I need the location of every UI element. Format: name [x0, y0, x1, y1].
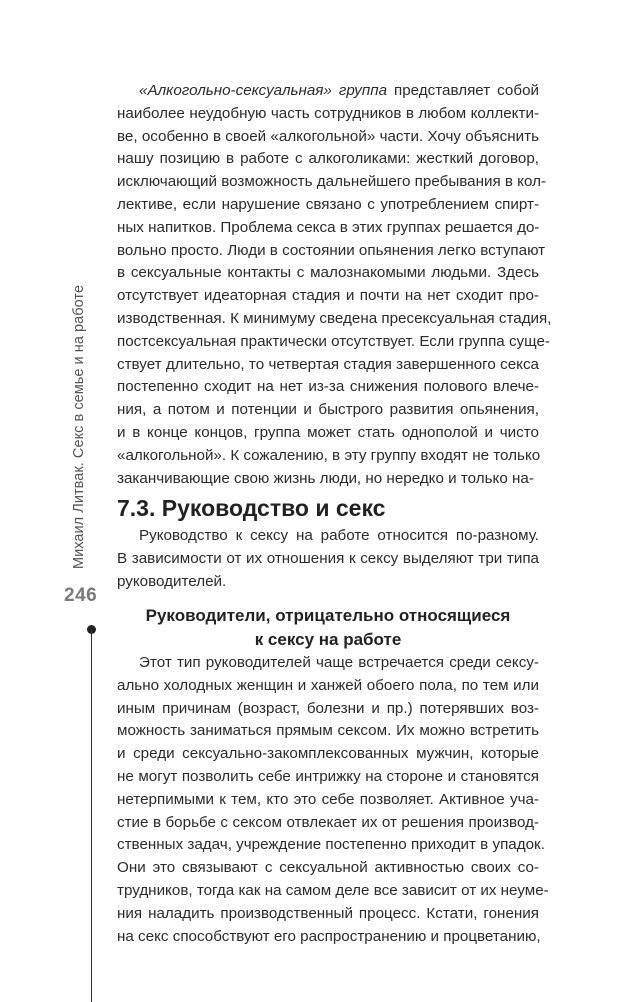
- paragraph-line: исключающий возможность дальнейшего пребывания в кол-: [117, 173, 547, 191]
- side-rule: [91, 630, 92, 1002]
- running-head: Михаил Литвак. Секс в семье и на работе: [71, 284, 87, 569]
- paragraph-line: в сексуальные контакты с малознакомыми людьми. Здесь: [117, 264, 539, 282]
- subsection-heading-line-2: к сексу на работе: [254, 630, 402, 649]
- paragraph-line: лективе, если нарушение связано с употреблением спирт-: [117, 195, 539, 213]
- paragraph-line: стие в борьбе с сексом отвлекает их от решения производ-: [117, 813, 539, 831]
- paragraph-line: [117, 80, 539, 103]
- paragraph-alcohol-sex-group: [117, 80, 552, 490]
- page-number: 246: [64, 585, 98, 606]
- paragraph-line: Этот тип руководителей чаще встречается среди сексу-: [139, 654, 539, 671]
- paragraph-line: не могут позволить себе интрижку на стороне и становятся: [117, 767, 539, 785]
- paragraph-lead-rest: представляет собой: [394, 82, 540, 99]
- subsection-heading-line-1: Руководители, отрицательно относящиеся: [145, 606, 511, 625]
- paragraph-line: ствует длительно, то четвертая стадия завершенного секса: [117, 355, 539, 373]
- paragraph-line: ственных задач, учреждение постепенно приходит в упадок.: [117, 836, 545, 854]
- section-intro: [117, 525, 539, 593]
- paragraph-line: В зависимости от их отношения к сексу выделяют три типа: [117, 549, 539, 567]
- paragraph-line: изводственная. К минимуму сведена пресексуальная стадия,: [117, 309, 552, 327]
- subsection-heading: [117, 604, 539, 652]
- paragraph-line: и среди сексуально-закомплексованных мужчин, которые: [117, 745, 539, 763]
- paragraph-line: ально холодных женщин и ханжей обоего пола, по тем или: [117, 676, 539, 694]
- paragraph-line: «алкогольной». К сожалению, в эту группу входят не только: [117, 446, 541, 464]
- paragraph-line: и в конце концов, группа может стать однополой и чисто: [117, 423, 539, 441]
- paragraph-line: на секс способствуют его распространению и процветанию,: [117, 927, 541, 945]
- paragraph-line: Они это связывают с сексуальной активностью своих со-: [117, 859, 539, 877]
- paragraph-line: заканчивающие свою жизнь люди, но нередко и только на-: [117, 469, 534, 487]
- paragraph-line: ве, особенно в своей «алкогольной» части. Хочу объяснить: [117, 127, 539, 145]
- paragraph-line: трудников, тогда как на самом деле все зависит от их неуме-: [117, 881, 549, 899]
- paragraph-line: нашу позицию в работе с алкоголиками: жесткий договор,: [117, 150, 539, 168]
- paragraph-line: руководителей.: [117, 572, 227, 590]
- section-title: 7.3. Руководство и секс: [117, 495, 386, 521]
- paragraph-lead-italic: «Алкогольно-сексуальная» группа: [139, 82, 388, 99]
- paragraph-line: иным причинам (возраст, болезни и пр.) потерявших воз-: [117, 699, 539, 717]
- paragraph-line: ния наладить производственный процесс. Кстати, гонения: [117, 904, 539, 922]
- paragraph-line: вольно просто. Люди в состоянии опьянения легко вступают: [117, 241, 546, 259]
- paragraph-line: постепенно сходит на нет из-за снижения полового влече-: [117, 378, 539, 396]
- paragraph-line: можность заниматься прямым сексом. Их можно встретить: [117, 722, 539, 740]
- paragraph-line: постсексуальная практически отсутствует. Если группа суще-: [117, 332, 550, 350]
- paragraph-line: нетерпимыми к тем, кто это себе позволяет. Активное уча-: [117, 790, 539, 808]
- paragraph-line: отсутствует идеаторная стадия и почти на нет сходит про-: [117, 287, 539, 305]
- subsection-body: [117, 652, 549, 948]
- paragraph-line: ных напитков. Проблема секса в этих группах решается до-: [117, 218, 540, 236]
- paragraph-line: ния, а потом и потенции и быстрого развития опьянения,: [117, 401, 539, 419]
- paragraph-line: Руководство к сексу на работе относится по-разному.: [139, 527, 539, 544]
- paragraph-line: наиболее неудобную часть сотрудников в любом коллекти-: [117, 104, 539, 122]
